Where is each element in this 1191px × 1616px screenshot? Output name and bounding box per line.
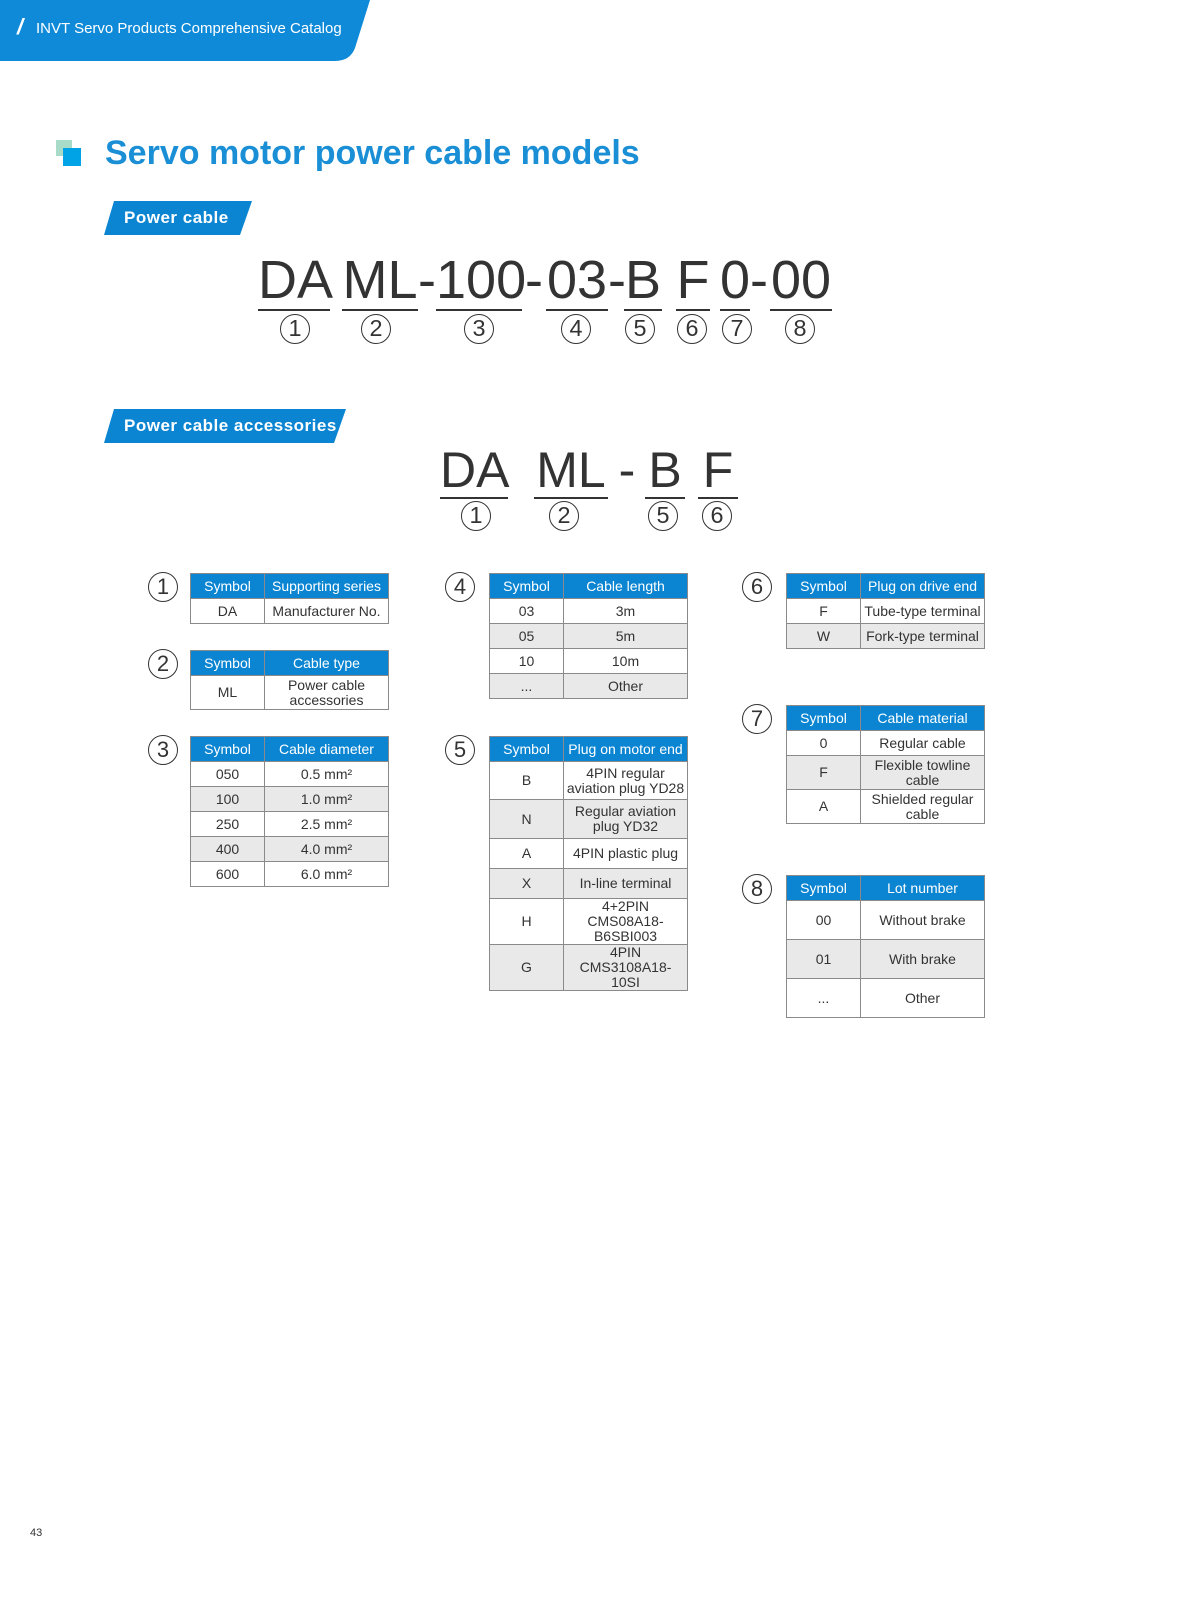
accessories-code-segment: DA	[440, 442, 510, 498]
marker-digit: 5	[633, 315, 647, 341]
table-cell: A	[490, 839, 564, 869]
table-cell: Tube-type terminal	[861, 599, 985, 624]
power-cable-marker	[361, 314, 391, 344]
table-cell: In-line terminal	[564, 869, 688, 899]
table-row	[490, 674, 688, 699]
table-row	[787, 940, 985, 979]
table-row	[490, 839, 688, 869]
accessories-code-segment: B	[645, 444, 685, 499]
table-cell: 10m	[564, 649, 688, 674]
table-header-cell: Symbol	[191, 737, 265, 762]
marker-digit: 5	[656, 502, 670, 528]
power-cable-code-segment: ML	[342, 250, 418, 310]
table-cell: W	[787, 624, 861, 649]
power-cable-marker	[625, 314, 655, 344]
table-cell: Other	[861, 979, 985, 1018]
table-marker: 1	[148, 572, 178, 602]
table-cell: 4+2PIN CMS08A18-B6SBI003	[564, 899, 688, 945]
table-cell: 1.0 mm²	[265, 787, 389, 812]
table-row	[787, 731, 985, 756]
table-header-cell: Symbol	[787, 876, 861, 901]
table-cell: A	[787, 790, 861, 824]
page-number: 43	[30, 1527, 43, 1539]
table-header-cell: Symbol	[191, 574, 265, 599]
marker-digit: 1	[288, 315, 302, 341]
table-header-cell: Cable type	[265, 651, 389, 676]
marker-digit: 4	[569, 315, 583, 341]
power-cable-marker	[280, 314, 310, 344]
table-row	[191, 599, 389, 624]
table-cell: 250	[191, 812, 265, 837]
table-cell: Shielded regular cable	[861, 790, 985, 824]
symbol-table	[190, 650, 389, 710]
table-row	[787, 790, 985, 824]
power-cable-code-segment: 00	[770, 250, 832, 310]
table-header-cell: Symbol	[787, 706, 861, 731]
marker-digit: 7	[730, 315, 744, 341]
table-cell: 050	[191, 762, 265, 787]
table-row	[787, 979, 985, 1018]
table-header-cell: Symbol	[490, 737, 564, 762]
table-marker: 4	[445, 572, 475, 602]
table-cell: ML	[191, 676, 265, 710]
table-marker: 8	[742, 874, 772, 904]
power-cable-marker	[677, 314, 707, 344]
marker-digit: 6	[685, 315, 699, 341]
header-slash-icon: /	[17, 14, 24, 39]
table-row	[490, 599, 688, 624]
table-cell: Regular cable	[861, 731, 985, 756]
table-cell: G	[490, 945, 564, 991]
table-row	[191, 676, 389, 710]
table-cell: DA	[191, 599, 265, 624]
power-cable-code-segment: 100	[436, 250, 527, 310]
table-cell: 4PIN regular aviation plug YD28	[564, 762, 688, 800]
accessories-model-code	[0, 440, 1191, 540]
power-cable-marker	[722, 314, 752, 344]
section-title: Servo motor power cable models	[105, 134, 640, 172]
power-cable-marker	[464, 314, 494, 344]
marker-digit: 2	[369, 315, 383, 341]
table-cell: 5m	[564, 624, 688, 649]
table-row	[490, 762, 688, 800]
table-header-cell: Symbol	[490, 574, 564, 599]
table-header-cell: Symbol	[191, 651, 265, 676]
table-row	[490, 800, 688, 839]
accessories-marker	[648, 501, 678, 531]
table-row	[490, 624, 688, 649]
marker-digit: 1	[469, 502, 483, 528]
table-cell: 4PIN CMS3108A18-10SI	[564, 945, 688, 991]
table-header-cell: Cable diameter	[265, 737, 389, 762]
table-cell: 3m	[564, 599, 688, 624]
table-cell: 100	[191, 787, 265, 812]
table-cell: Power cable accessories	[265, 676, 389, 710]
marker-digit: 6	[710, 502, 724, 528]
table-header-cell: Plug on drive end	[861, 574, 985, 599]
symbol-table	[786, 875, 985, 1018]
table-row	[787, 756, 985, 790]
table-cell: X	[490, 869, 564, 899]
power-cable-marker	[785, 314, 815, 344]
power-cable-code-segment: B	[624, 250, 662, 310]
accessories-code-segment: ML	[534, 444, 608, 499]
table-cell: 2.5 mm²	[265, 812, 389, 837]
table-cell: 0	[787, 731, 861, 756]
table-cell: ...	[787, 979, 861, 1018]
accessories-banner-label: Power cable accessories	[124, 416, 337, 435]
accessories-banner	[104, 409, 346, 443]
symbol-table	[190, 573, 389, 624]
power-cable-model-code	[0, 250, 1191, 350]
table-header-cell: Cable length	[564, 574, 688, 599]
accessories-code-segment: -	[618, 442, 636, 498]
accessories-marker	[461, 501, 491, 531]
table-cell: 00	[787, 901, 861, 940]
table-row	[191, 787, 389, 812]
table-cell: B	[490, 762, 564, 800]
table-marker: 2	[148, 649, 178, 679]
symbol-table	[190, 736, 389, 887]
table-cell: F	[787, 599, 861, 624]
power-cable-code-segment: -	[418, 250, 436, 310]
accessories-marker	[549, 501, 579, 531]
title-square-accent-icon	[63, 148, 81, 166]
table-header-cell: Symbol	[787, 574, 861, 599]
table-cell: 0.5 mm²	[265, 762, 389, 787]
table-row	[191, 862, 389, 887]
power-cable-code-segment: 03	[546, 250, 608, 310]
table-cell: Without brake	[861, 901, 985, 940]
marker-digit: 2	[557, 502, 571, 528]
marker-digit: 3	[472, 315, 486, 341]
table-row	[490, 945, 688, 991]
power-cable-code-segment: 0	[720, 250, 751, 310]
table-row	[787, 599, 985, 624]
table-header-cell: Supporting series	[265, 574, 389, 599]
table-row	[191, 812, 389, 837]
table-row	[191, 837, 389, 862]
table-cell: Manufacturer No.	[265, 599, 389, 624]
accessories-marker	[702, 501, 732, 531]
table-cell: 6.0 mm²	[265, 862, 389, 887]
table-row	[490, 869, 688, 899]
table-cell: 03	[490, 599, 564, 624]
symbol-table	[489, 736, 688, 991]
table-cell: 01	[787, 940, 861, 979]
table-row	[490, 649, 688, 674]
table-cell: F	[787, 756, 861, 790]
power-cable-banner	[104, 201, 252, 235]
accessories-code-segment: F	[698, 444, 738, 499]
symbol-table	[489, 573, 688, 699]
table-marker: 5	[445, 735, 475, 765]
table-header-cell: Cable material	[861, 706, 985, 731]
power-cable-code-segment: -	[750, 250, 768, 310]
power-cable-code-segment: F	[676, 250, 710, 310]
table-row	[787, 624, 985, 649]
table-cell: 05	[490, 624, 564, 649]
table-cell: N	[490, 800, 564, 839]
table-cell: H	[490, 899, 564, 945]
table-cell: Regular aviation plug YD32	[564, 800, 688, 839]
table-cell: 4.0 mm²	[265, 837, 389, 862]
table-header-cell: Lot number	[861, 876, 985, 901]
power-cable-code-segment: -	[608, 250, 626, 310]
table-marker: 3	[148, 735, 178, 765]
table-marker: 7	[742, 704, 772, 734]
table-cell: Other	[564, 674, 688, 699]
power-cable-marker	[561, 314, 591, 344]
symbol-table	[786, 705, 985, 824]
marker-digit: 8	[793, 315, 807, 341]
table-row	[191, 762, 389, 787]
table-header-cell: Plug on motor end	[564, 737, 688, 762]
table-cell: With brake	[861, 940, 985, 979]
table-cell: 10	[490, 649, 564, 674]
power-cable-code-segment: -	[525, 250, 543, 310]
catalog-title: INVT Servo Products Comprehensive Catalog	[36, 20, 342, 37]
table-cell: 4PIN plastic plug	[564, 839, 688, 869]
table-marker: 6	[742, 572, 772, 602]
symbol-table	[786, 573, 985, 649]
table-cell: 400	[191, 837, 265, 862]
table-cell: 600	[191, 862, 265, 887]
table-row	[787, 901, 985, 940]
table-row	[490, 899, 688, 945]
table-cell: Flexible towline cable	[861, 756, 985, 790]
power-cable-code-segment: DA	[258, 250, 334, 310]
power-cable-banner-label: Power cable	[124, 208, 229, 227]
table-cell: Fork-type terminal	[861, 624, 985, 649]
table-cell: ...	[490, 674, 564, 699]
